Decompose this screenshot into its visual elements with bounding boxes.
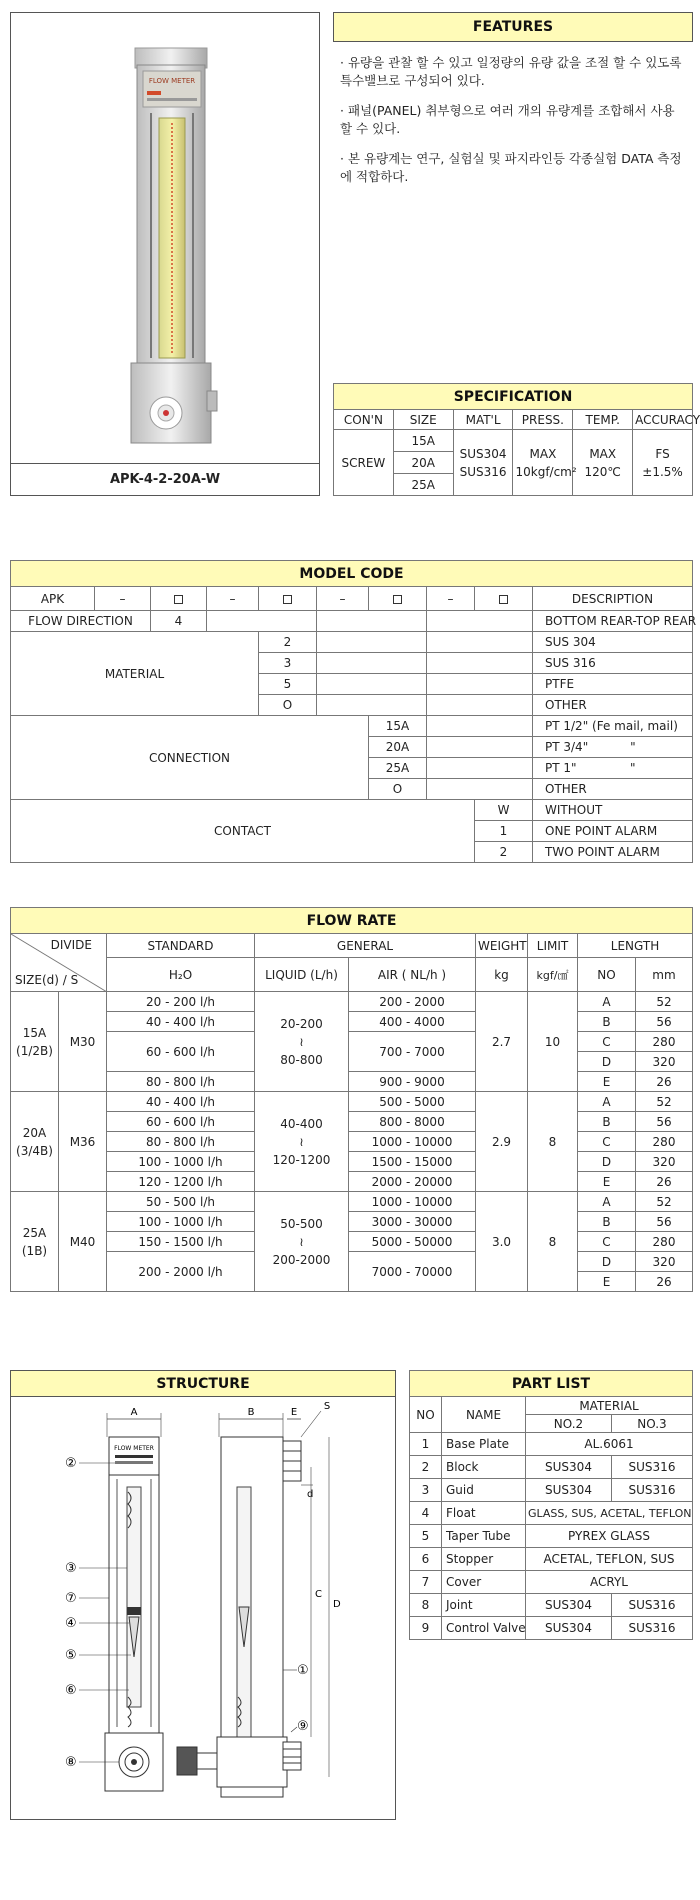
- structure-meter-label: FLOW METER: [114, 1445, 154, 1452]
- spec-size: 20A: [393, 452, 453, 474]
- flow-liquid: 20-200 ≀ 80-800: [255, 992, 349, 1092]
- air-header: AIR ( NL/h ): [349, 958, 476, 992]
- spec-header: CON'N: [334, 410, 394, 430]
- general-header: GENERAL: [255, 934, 476, 958]
- flow-size: 20A (3/4B): [11, 1092, 59, 1192]
- spec-conn: SCREW: [334, 430, 394, 496]
- h2o-header: H₂O: [107, 958, 255, 992]
- callout: ①: [297, 1663, 309, 1678]
- flow-weight: 2.9: [476, 1092, 528, 1192]
- mc-header: [259, 587, 317, 611]
- feature-item: · 본 유량계는 연구, 실험실 및 파지라인등 각종실험 DATA 측정에 적합하다.: [340, 151, 682, 184]
- dim-a: A: [130, 1407, 138, 1418]
- mc-code: 25A: [369, 758, 427, 779]
- flow-standard: 150 - 1500 l/h: [107, 1232, 255, 1252]
- flow-standard: 100 - 1000 l/h: [107, 1212, 255, 1232]
- length-mm: 320: [636, 1252, 693, 1272]
- pl-name: Base Plate: [442, 1433, 526, 1456]
- pl-material-no2: SUS304: [526, 1617, 612, 1640]
- mc-header: [475, 587, 533, 611]
- pl-name: Taper Tube: [442, 1525, 526, 1548]
- pl-name: Stopper: [442, 1548, 526, 1571]
- mm-header: mm: [636, 958, 693, 992]
- specification-table: [333, 383, 700, 496]
- length-mm: 280: [636, 1032, 693, 1052]
- mc-code: 2: [259, 632, 317, 653]
- flow-air: 800 - 8000: [349, 1112, 476, 1132]
- structure-box: [10, 1370, 396, 1820]
- spec-temp: MAX 120℃: [573, 430, 633, 496]
- pl-material-no2: SUS304: [526, 1456, 612, 1479]
- pl-header-no2: NO.2: [526, 1415, 612, 1433]
- length-mm: 280: [636, 1132, 693, 1152]
- length-no: E: [578, 1072, 636, 1092]
- length-no: A: [578, 1192, 636, 1212]
- mc-desc: PT 1/2" (Fe mail, mail): [533, 716, 693, 737]
- mc-desc: ONE POINT ALARM: [533, 821, 693, 842]
- length-no: C: [578, 1232, 636, 1252]
- mc-material-label: MATERIAL: [11, 632, 259, 716]
- flow-air: 3000 - 30000: [349, 1212, 476, 1232]
- code-box-icon: [499, 595, 508, 604]
- pl-material: ACETAL, TEFLON, SUS: [526, 1548, 693, 1571]
- length-mm: 56: [636, 1012, 693, 1032]
- callout: ⑦: [65, 1591, 77, 1606]
- mc-header: [151, 587, 207, 611]
- flow-limit: 8: [528, 1092, 578, 1192]
- length-no: E: [578, 1172, 636, 1192]
- length-mm: 56: [636, 1112, 693, 1132]
- flow-s: M30: [59, 992, 107, 1092]
- mc-desc: TWO POINT ALARM: [533, 842, 693, 863]
- length-mm: 52: [636, 1192, 693, 1212]
- pl-name: Control Valve: [442, 1617, 526, 1640]
- length-no: C: [578, 1032, 636, 1052]
- pl-header-material: MATERIAL: [526, 1397, 693, 1415]
- spec-header: TEMP.: [573, 410, 633, 430]
- spec-header: ACCURACY: [633, 410, 693, 430]
- flow-air: 1000 - 10000: [349, 1192, 476, 1212]
- pl-material: GLASS, SUS, ACETAL, TEFLON: [526, 1502, 693, 1525]
- liquid-header: LIQUID (L/h): [255, 958, 349, 992]
- length-header: LENGTH: [578, 934, 693, 958]
- length-no: B: [578, 1212, 636, 1232]
- pl-material-no2: SUS304: [526, 1594, 612, 1617]
- flow-weight: 2.7: [476, 992, 528, 1092]
- flow-liquid: 50-500 ≀ 200-2000: [255, 1192, 349, 1292]
- pl-no: 6: [410, 1548, 442, 1571]
- flow-meter-photo: [11, 13, 319, 463]
- dim-c: C: [315, 1589, 322, 1600]
- mc-desc: OTHER: [533, 779, 693, 800]
- pl-no: 7: [410, 1571, 442, 1594]
- length-no: D: [578, 1152, 636, 1172]
- callout: ④: [65, 1616, 77, 1631]
- flow-limit: 8: [528, 1192, 578, 1292]
- flow-air: 400 - 4000: [349, 1012, 476, 1032]
- mc-flow-direction-label: FLOW DIRECTION: [11, 611, 151, 632]
- pl-name: Block: [442, 1456, 526, 1479]
- code-box-icon: [174, 595, 183, 604]
- mc-header: –: [95, 587, 151, 611]
- mc-code: 20A: [369, 737, 427, 758]
- structure-title: STRUCTURE: [11, 1371, 395, 1397]
- dim-b: B: [247, 1407, 255, 1418]
- mc-header: [369, 587, 427, 611]
- model-code-title: MODEL CODE: [11, 561, 693, 587]
- length-mm: 26: [636, 1072, 693, 1092]
- pl-material: ACRYL: [526, 1571, 693, 1594]
- mc-code: 15A: [369, 716, 427, 737]
- pl-no: 1: [410, 1433, 442, 1456]
- mc-code: O: [369, 779, 427, 800]
- flow-rate-table: [10, 907, 693, 1292]
- kg-header: kg: [476, 958, 528, 992]
- part-list-title: PART LIST: [410, 1371, 693, 1397]
- mc-flow-direction-code: 4: [151, 611, 207, 632]
- dim-d: D: [333, 1599, 341, 1610]
- mc-desc: OTHER: [533, 695, 693, 716]
- mc-code: W: [475, 800, 533, 821]
- callout: ⑧: [65, 1755, 77, 1770]
- flow-standard: 60 - 600 l/h: [107, 1032, 255, 1072]
- length-mm: 280: [636, 1232, 693, 1252]
- dim-s: S: [323, 1401, 331, 1412]
- length-no: B: [578, 1112, 636, 1132]
- pl-material-no2: SUS304: [526, 1479, 612, 1502]
- mc-connection-label: CONNECTION: [11, 716, 369, 800]
- mc-header: APK: [11, 587, 95, 611]
- weight-header: WEIGHT: [476, 934, 528, 958]
- spec-header: MAT'L: [453, 410, 513, 430]
- flow-standard: 40 - 400 l/h: [107, 1012, 255, 1032]
- pl-material-no3: SUS316: [612, 1594, 693, 1617]
- spec-accuracy: FS ±1.5%: [633, 430, 693, 496]
- pl-material-no3: SUS316: [612, 1479, 693, 1502]
- flow-limit: 10: [528, 992, 578, 1092]
- length-mm: 52: [636, 992, 693, 1012]
- pl-material: PYREX GLASS: [526, 1525, 693, 1548]
- mc-header: –: [207, 587, 259, 611]
- length-no: C: [578, 1132, 636, 1152]
- flow-divide-cell: [11, 934, 107, 992]
- pl-name: Float: [442, 1502, 526, 1525]
- spec-press: MAX 10kgf/cm²: [513, 430, 573, 496]
- flow-standard: 200 - 2000 l/h: [107, 1252, 255, 1292]
- limit-header: LIMIT: [528, 934, 578, 958]
- flow-s: M40: [59, 1192, 107, 1292]
- flow-size: 15A (1/2B): [11, 992, 59, 1092]
- flow-standard: 40 - 400 l/h: [107, 1092, 255, 1112]
- callout: ②: [65, 1456, 77, 1471]
- length-no: D: [578, 1052, 636, 1072]
- mc-code: O: [259, 695, 317, 716]
- length-mm: 320: [636, 1052, 693, 1072]
- mc-desc: SUS 304: [533, 632, 693, 653]
- features-box: [333, 12, 693, 42]
- model-code-table: [10, 560, 697, 863]
- flow-standard: 20 - 200 l/h: [107, 992, 255, 1012]
- pl-header-name: NAME: [442, 1397, 526, 1433]
- mc-header: DESCRIPTION: [533, 587, 693, 611]
- pl-material: AL.6061: [526, 1433, 693, 1456]
- mc-desc: PT 1" ": [533, 758, 693, 779]
- spec-header: SIZE: [393, 410, 453, 430]
- code-box-icon: [283, 595, 292, 604]
- flow-standard: 80 - 800 l/h: [107, 1072, 255, 1092]
- flow-air: 500 - 5000: [349, 1092, 476, 1112]
- pl-material-no3: SUS316: [612, 1456, 693, 1479]
- flow-air: 2000 - 20000: [349, 1172, 476, 1192]
- spec-size: 25A: [393, 474, 453, 496]
- mc-code: 2: [475, 842, 533, 863]
- flow-air: 900 - 9000: [349, 1072, 476, 1092]
- spec-header: PRESS.: [513, 410, 573, 430]
- mc-header: –: [427, 587, 475, 611]
- flow-air: 1500 - 15000: [349, 1152, 476, 1172]
- kgf-header: kgf/㎠: [528, 958, 578, 992]
- features-list: [340, 54, 685, 198]
- flow-standard: 100 - 1000 l/h: [107, 1152, 255, 1172]
- flow-air: 5000 - 50000: [349, 1232, 476, 1252]
- pl-no: 5: [410, 1525, 442, 1548]
- length-no: A: [578, 992, 636, 1012]
- dim-e: E: [290, 1407, 298, 1418]
- flow-air: 200 - 2000: [349, 992, 476, 1012]
- product-label: APK-4-2-20A-W: [11, 463, 319, 495]
- specification-title: SPECIFICATION: [334, 384, 693, 410]
- pl-no: 2: [410, 1456, 442, 1479]
- pl-name: Guid: [442, 1479, 526, 1502]
- standard-header: STANDARD: [107, 934, 255, 958]
- spec-size: 15A: [393, 430, 453, 452]
- length-no: A: [578, 1092, 636, 1112]
- features-title: FEATURES: [334, 13, 692, 41]
- pl-no: 9: [410, 1617, 442, 1640]
- pl-no: 8: [410, 1594, 442, 1617]
- part-list-table: [409, 1370, 693, 1640]
- pl-no: 4: [410, 1502, 442, 1525]
- product-image-box: [10, 12, 320, 496]
- flow-air: 1000 - 10000: [349, 1132, 476, 1152]
- mc-desc: PTFE: [533, 674, 693, 695]
- callout: ⑥: [65, 1683, 77, 1698]
- flow-air: 7000 - 70000: [349, 1252, 476, 1292]
- mc-desc: PT 3/4" ": [533, 737, 693, 758]
- callout: ⑨: [297, 1719, 309, 1734]
- mc-desc: SUS 316: [533, 653, 693, 674]
- flow-air: 700 - 7000: [349, 1032, 476, 1072]
- flow-rate-title: FLOW RATE: [11, 908, 693, 934]
- pl-header-no: NO: [410, 1397, 442, 1433]
- flow-s: M36: [59, 1092, 107, 1192]
- mc-code: 3: [259, 653, 317, 674]
- size-s-label: SIZE(d) / S: [15, 973, 79, 987]
- length-mm: 56: [636, 1212, 693, 1232]
- mc-header: –: [317, 587, 369, 611]
- flow-standard: 80 - 800 l/h: [107, 1132, 255, 1152]
- feature-item: · 패널(PANEL) 취부형으로 여러 개의 유량계를 조합해서 사용 할 수 있다.: [340, 103, 675, 136]
- pl-no: 3: [410, 1479, 442, 1502]
- divide-label: DIVIDE: [50, 938, 92, 952]
- flow-weight: 3.0: [476, 1192, 528, 1292]
- length-no: D: [578, 1252, 636, 1272]
- flow-standard: 50 - 500 l/h: [107, 1192, 255, 1212]
- pl-header-no3: NO.3: [612, 1415, 693, 1433]
- pl-material-no3: SUS316: [612, 1617, 693, 1640]
- dim-d-small: d: [307, 1489, 314, 1500]
- length-mm: 26: [636, 1272, 693, 1292]
- mc-flow-direction-desc: BOTTOM REAR-TOP REAR: [533, 611, 693, 632]
- mc-contact-label: CONTACT: [11, 800, 475, 863]
- length-no: B: [578, 1012, 636, 1032]
- structure-drawing: [11, 1397, 395, 1817]
- length-no: E: [578, 1272, 636, 1292]
- length-mm: 320: [636, 1152, 693, 1172]
- length-mm: 52: [636, 1092, 693, 1112]
- flow-liquid: 40-400 ≀ 120-1200: [255, 1092, 349, 1192]
- mc-code: 5: [259, 674, 317, 695]
- meter-label: FLOW METER: [148, 77, 196, 85]
- mc-desc: WITHOUT: [533, 800, 693, 821]
- callout: ⑤: [65, 1648, 77, 1663]
- mc-code: 1: [475, 821, 533, 842]
- callout: ③: [65, 1561, 77, 1576]
- no-header: NO: [578, 958, 636, 992]
- pl-name: Joint: [442, 1594, 526, 1617]
- spec-matl: SUS304 SUS316: [453, 430, 513, 496]
- length-mm: 26: [636, 1172, 693, 1192]
- flow-standard: 120 - 1200 l/h: [107, 1172, 255, 1192]
- feature-item: · 유량을 관찰 할 수 있고 일정량의 유량 값을 조절 할 수 있도록 특수밸브로 구성되어 있다.: [340, 55, 682, 88]
- flow-size: 25A (1B): [11, 1192, 59, 1292]
- flow-standard: 60 - 600 l/h: [107, 1112, 255, 1132]
- pl-name: Cover: [442, 1571, 526, 1594]
- code-box-icon: [393, 595, 402, 604]
